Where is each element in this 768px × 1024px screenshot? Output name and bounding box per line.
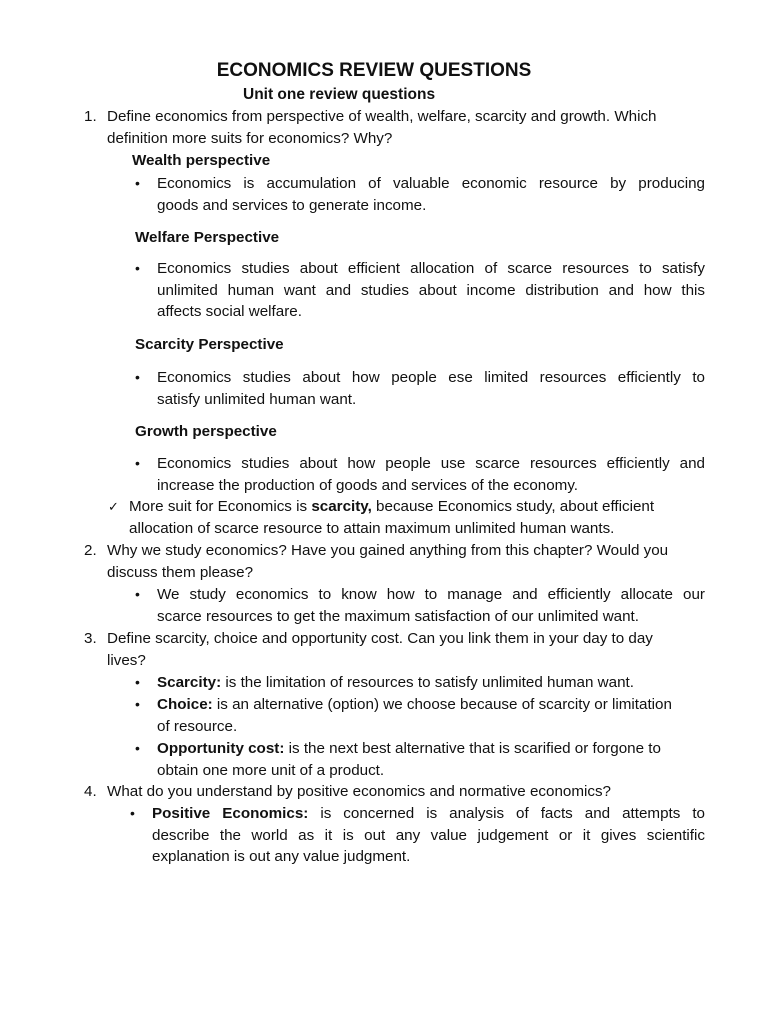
choice-definition (157, 694, 705, 737)
bullet: • (135, 696, 140, 712)
page-title: ECONOMICS REVIEW QUESTIONS (216, 60, 532, 81)
wealth-heading: Wealth perspective (132, 152, 271, 169)
opportunity-cost-term: Opportunity cost: (157, 740, 285, 757)
positive-economics-definition (152, 803, 705, 868)
question-1-number: 1. (84, 108, 97, 125)
bullet: • (135, 260, 140, 276)
question-2-answer (157, 584, 705, 627)
question-1-line-1: Define economics from perspective of wealth, welfare, scarcity and growth. Which (107, 108, 657, 125)
welfare-heading: Welfare Perspective (135, 229, 280, 246)
opportunity-cost-definition (157, 738, 705, 781)
opportunity-cost-line-2: obtain one more unit of a product. (157, 761, 385, 779)
positive-economics-line-2: describe the world as it is out any value judgement or it gives scientific (152, 826, 705, 844)
bullet: • (135, 674, 140, 690)
growth-answer (157, 453, 705, 496)
scarcity-definition-text: is the limitation of resources to satisfy unlimited human want. (221, 674, 634, 691)
scarcity-term: Scarcity: (157, 674, 222, 691)
question-3-text (107, 628, 707, 671)
welfare-answer-line-3: affects social welfare. (157, 303, 302, 320)
bullet: • (135, 586, 140, 602)
welfare-answer-line-1: Economics studies about efficient allocation of scarce resources to satisfy (157, 260, 705, 277)
welfare-answer (157, 258, 705, 323)
opportunity-cost-text: is the next best alternative that is scarified or forgone to (284, 740, 661, 757)
question-4-line-1: What do you understand by positive economics and normative economics? (107, 783, 611, 800)
scarcity-answer-line-2: satisfy unlimited human want. (157, 390, 357, 408)
positive-economics-text: is concerned is analysis of facts and attempts to (308, 805, 705, 822)
question-2-number: 2. (84, 542, 97, 559)
scarcity-definition (157, 672, 705, 694)
question-3-line-1: Define scarcity, choice and opportunity cost. Can you link them in your day to day (107, 630, 653, 647)
welfare-answer-line-2: unlimited human want and studies about income distribution and how this (157, 281, 705, 299)
scarcity-definition-line (157, 672, 705, 694)
question-4-text (107, 781, 707, 803)
choice-definition-text: is an alternative (option) we choose because of scarcity or limitation (212, 696, 672, 713)
conclusion-post: because Economics study, about efficient (371, 498, 655, 515)
opportunity-cost-line-1 (157, 738, 705, 760)
choice-definition-line-1 (157, 694, 705, 716)
question-2-line-2: discuss them please? (107, 563, 254, 581)
bullet: • (135, 740, 140, 756)
question-4-number: 4. (84, 783, 97, 800)
bullet: • (135, 369, 140, 385)
wealth-answer (157, 173, 705, 216)
positive-economics-term: Positive Economics: (152, 805, 309, 822)
growth-heading: Growth perspective (135, 423, 277, 440)
scarcity-answer (157, 367, 705, 410)
question-2-answer-line-2: scarce resources to get the maximum satisfaction of our unlimited want. (157, 607, 639, 625)
question-3-line-2: lives? (107, 651, 146, 669)
question-3-number: 3. (84, 630, 97, 647)
conclusion-pre: More suit for Economics is (129, 498, 312, 515)
bullet: • (135, 455, 140, 471)
conclusion-line-2: allocation of scarce resource to attain maximum unlimited human wants. (129, 519, 615, 537)
scarcity-heading: Scarcity Perspective (135, 336, 284, 353)
page-subtitle: Unit one review questions (243, 86, 436, 103)
bullet: • (135, 175, 140, 191)
checkmark-icon: ✓ (108, 499, 119, 514)
scarcity-answer-line-1: Economics studies about how people ese limited resources efficiently to (157, 369, 705, 386)
choice-term: Choice: (157, 696, 213, 713)
conclusion-bold: scarcity, (311, 498, 372, 515)
question-1-text (107, 106, 707, 149)
growth-answer-line-2: increase the production of goods and services of the economy. (157, 476, 578, 494)
positive-economics-line-1 (152, 803, 705, 825)
question-2-line-1: Why we study economics? Have you gained anything from this chapter? Would you (107, 542, 669, 559)
bullet: • (130, 805, 135, 821)
question-2-answer-line-1: We study economics to know how to manage and efficiently allocate our (157, 586, 705, 603)
growth-answer-line-1: Economics studies about how people use scarce resources efficiently and (157, 455, 705, 472)
question-2-text (107, 540, 707, 583)
positive-economics-line-3: explanation is out any value judgment. (152, 848, 411, 865)
wealth-answer-line-1: Economics is accumulation of valuable economic resource by producing (157, 175, 705, 192)
choice-definition-line-2: of resource. (157, 717, 238, 735)
wealth-answer-line-2: goods and services to generate income. (157, 196, 427, 214)
conclusion-text (129, 496, 709, 539)
conclusion-line-1 (129, 496, 709, 518)
question-1-line-2: definition more suits for economics? Why? (107, 129, 393, 147)
